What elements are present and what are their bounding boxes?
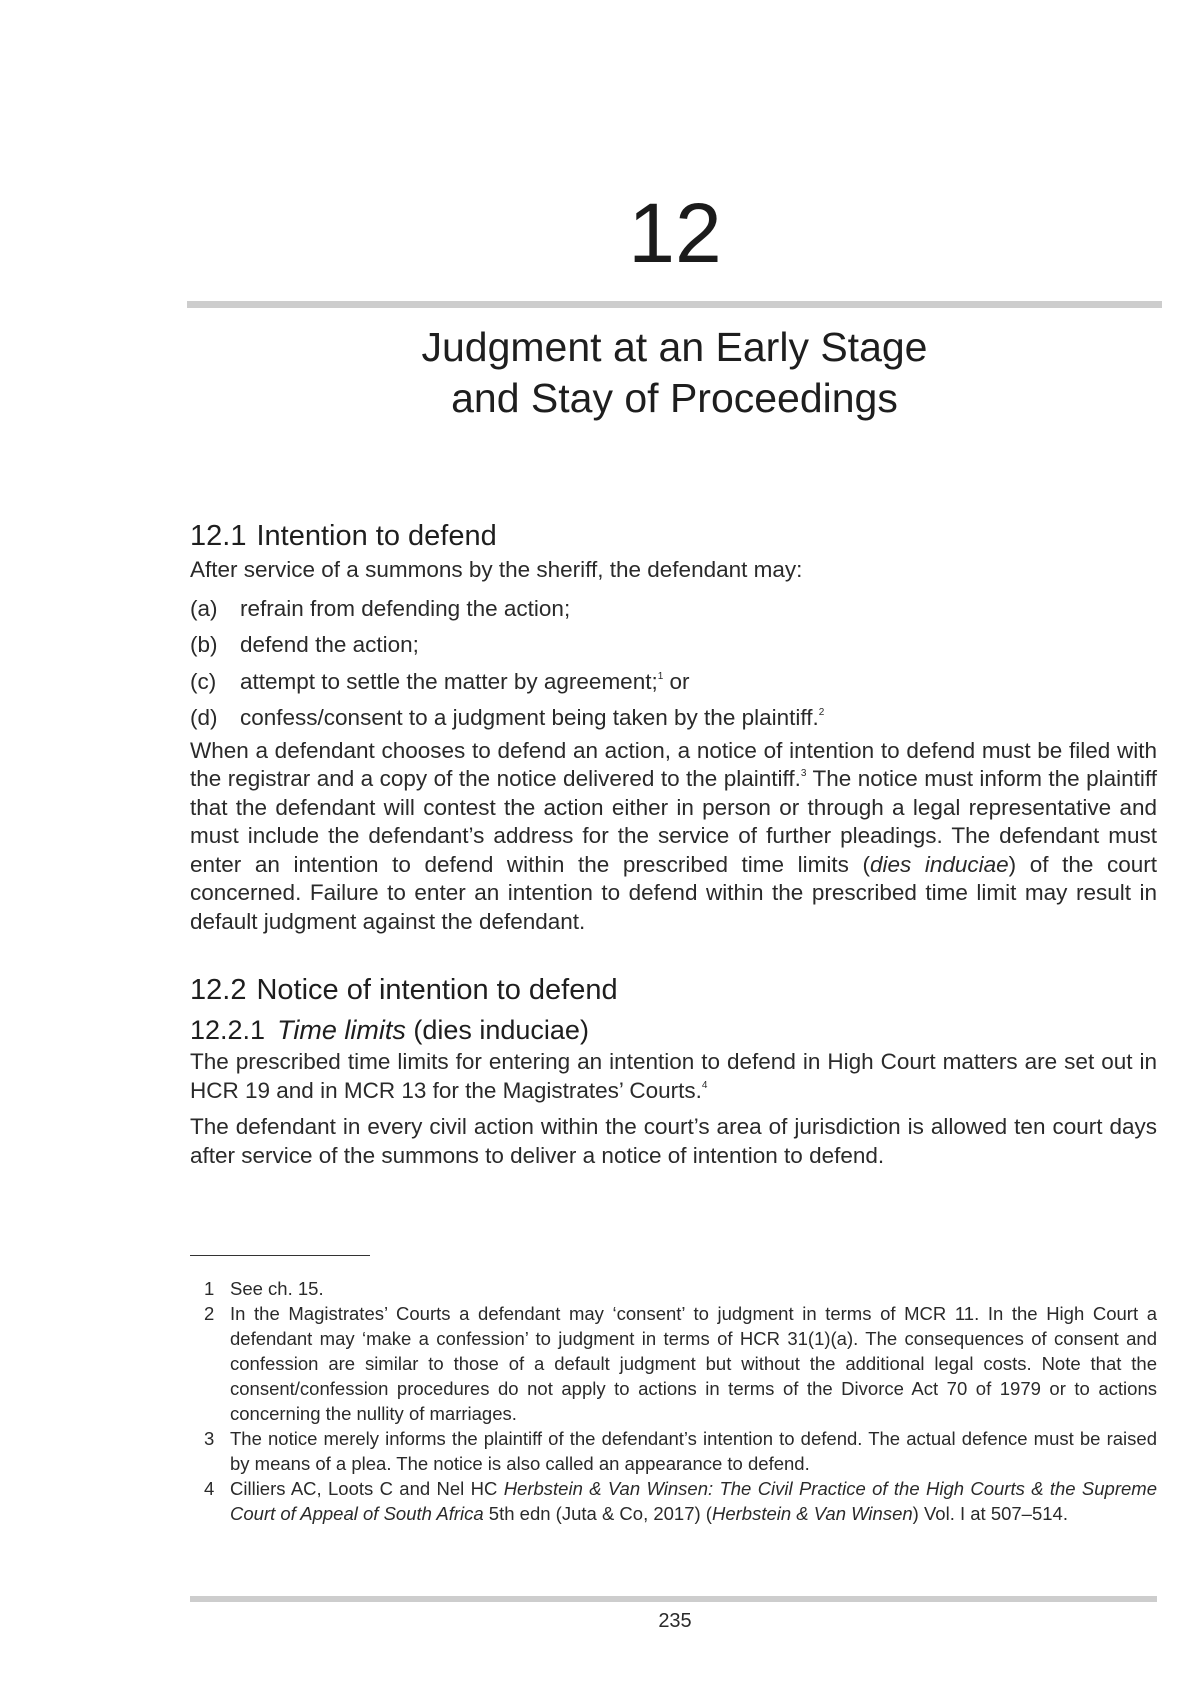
list-item xyxy=(190,664,1157,701)
chapter-rule xyxy=(187,301,1162,308)
page-number: 235 xyxy=(658,1610,692,1632)
list-item-text: defend the action; xyxy=(240,632,419,657)
footnote-italic: Herbstein & Van Winsen: The Civil Practice of the High Courts & the Supreme Court of Appeal of South Africa xyxy=(230,1478,1157,1524)
chapter-title xyxy=(187,322,1162,424)
footnote-number: 3 xyxy=(204,1428,215,1449)
footnote xyxy=(190,1301,1157,1426)
footnote-ref[interactable]: 3 xyxy=(800,768,807,779)
section-heading-12-2 xyxy=(190,970,1157,1010)
footnote-text: See ch. 15. xyxy=(230,1278,324,1299)
chapter-number: 12 xyxy=(628,186,722,280)
footnote xyxy=(190,1426,1157,1476)
subsection-heading-12-2-1 xyxy=(190,1012,1157,1048)
subsection-paragraph: The defendant in every civil action within the court’s area of jurisdiction is allowed ten court days after service of the summons to deliver a notice of intention to defend. xyxy=(190,1114,1157,1168)
footnote-text: In the Magistrates’ Courts a defendant may ‘consent’ to judgment in terms of MCR 11. In the High Court a defendant may ‘make a confession’ to judgment in terms of HCR 31(1)(a). The consequences of consent and confession are similar to those of a default judgment but without the additional legal costs. Note that the consent/confession procedures do not apply to actions in terms of the Divorce Act 70 of 1979 or to actions concerning the nullity of marriages. xyxy=(230,1303,1157,1424)
footnote-text: The notice merely informs the plaintiff of the defendant’s intention to defend. The actual defence must be raised by means of a plea. The notice is also called an appearance to defend. xyxy=(230,1428,1157,1474)
section-paragraph xyxy=(190,737,1157,937)
list-item-text: confess/consent to a judgment being taken by the plaintiff. xyxy=(240,705,819,730)
footnote-ref[interactable]: 2 xyxy=(818,707,825,718)
list-item-label: (c) xyxy=(190,668,217,694)
section-number: 12.1 xyxy=(190,520,247,552)
list-item-text: refrain from defending the action; xyxy=(240,595,571,621)
subsection-title-italic: Time limits xyxy=(277,1015,406,1045)
footnote-italic: Herbstein & Van Winsen xyxy=(711,1503,913,1524)
section-intro: After service of a summons by the sheriff, the defendant may: xyxy=(190,557,803,582)
section-title: Intention to defend xyxy=(256,520,497,552)
footnote xyxy=(190,1476,1157,1526)
subsection-title: (dies induciae) xyxy=(405,1015,589,1045)
footnote-number: 4 xyxy=(204,1478,215,1499)
list-item-label: (b) xyxy=(190,632,218,657)
list-item xyxy=(190,591,1157,628)
footnote-ref[interactable]: 1 xyxy=(657,670,664,682)
list-item-label: (a) xyxy=(190,595,218,621)
footnote-number: 2 xyxy=(204,1303,215,1324)
list-item-suffix: or xyxy=(663,668,690,694)
list-item-text: attempt to settle the matter by agreement; xyxy=(240,668,658,694)
paragraph-text: When a defendant chooses to defend an action, a notice of intention to defend must be filed with the registrar and a copy of the notice delivered to the plaintiff. xyxy=(190,737,1157,791)
list-item-label: (d) xyxy=(190,705,218,730)
footnote-text: ) Vol. I at 507–514. xyxy=(912,1503,1068,1524)
footnote xyxy=(190,1276,1157,1301)
paragraph-text: ) of the court concerned. Failure to enter an intention to defend within the prescribed time limit may result in default judgment against the defendant. xyxy=(190,851,1158,934)
footnote-ref[interactable]: 4 xyxy=(701,1079,708,1091)
footnote-text: Cilliers AC, Loots C and Nel HC xyxy=(230,1478,504,1499)
list-item xyxy=(190,700,1157,737)
footnote-divider xyxy=(190,1255,370,1256)
footnote-number: 1 xyxy=(204,1278,215,1299)
footer-rule xyxy=(190,1596,1157,1602)
main-content xyxy=(190,516,1157,1170)
chapter-title-line-1: Judgment at an Early Stage xyxy=(421,324,928,370)
subsection-paragraph xyxy=(190,1048,1157,1105)
paragraph-text: The prescribed time limits for entering an intention to defend in High Court matters are set out in HCR 19 and in MCR 13 for the Magistrates’ Courts. xyxy=(190,1049,1157,1103)
list-item xyxy=(190,627,1157,664)
paragraph-italic: dies induciae xyxy=(869,851,1009,877)
subsection-number: 12.2.1 xyxy=(190,1015,266,1045)
options-list xyxy=(190,591,1157,737)
chapter-title-line-2: and Stay of Proceedings xyxy=(451,375,898,421)
section-number: 12.2 xyxy=(190,974,247,1006)
section-heading-12-1 xyxy=(190,516,1157,556)
paragraph-text: The notice must inform the plaintiff that the defendant will contest the action either in person or through a legal representative and must include the defendant’s address for the service of further pleadings. The defendant must enter an intention to defend within the prescribed time limits ( xyxy=(190,766,1158,877)
footnote-text: 5th edn (Juta & Co, 2017) ( xyxy=(483,1503,712,1524)
footnotes xyxy=(190,1276,1157,1526)
section-title: Notice of intention to defend xyxy=(256,974,618,1006)
